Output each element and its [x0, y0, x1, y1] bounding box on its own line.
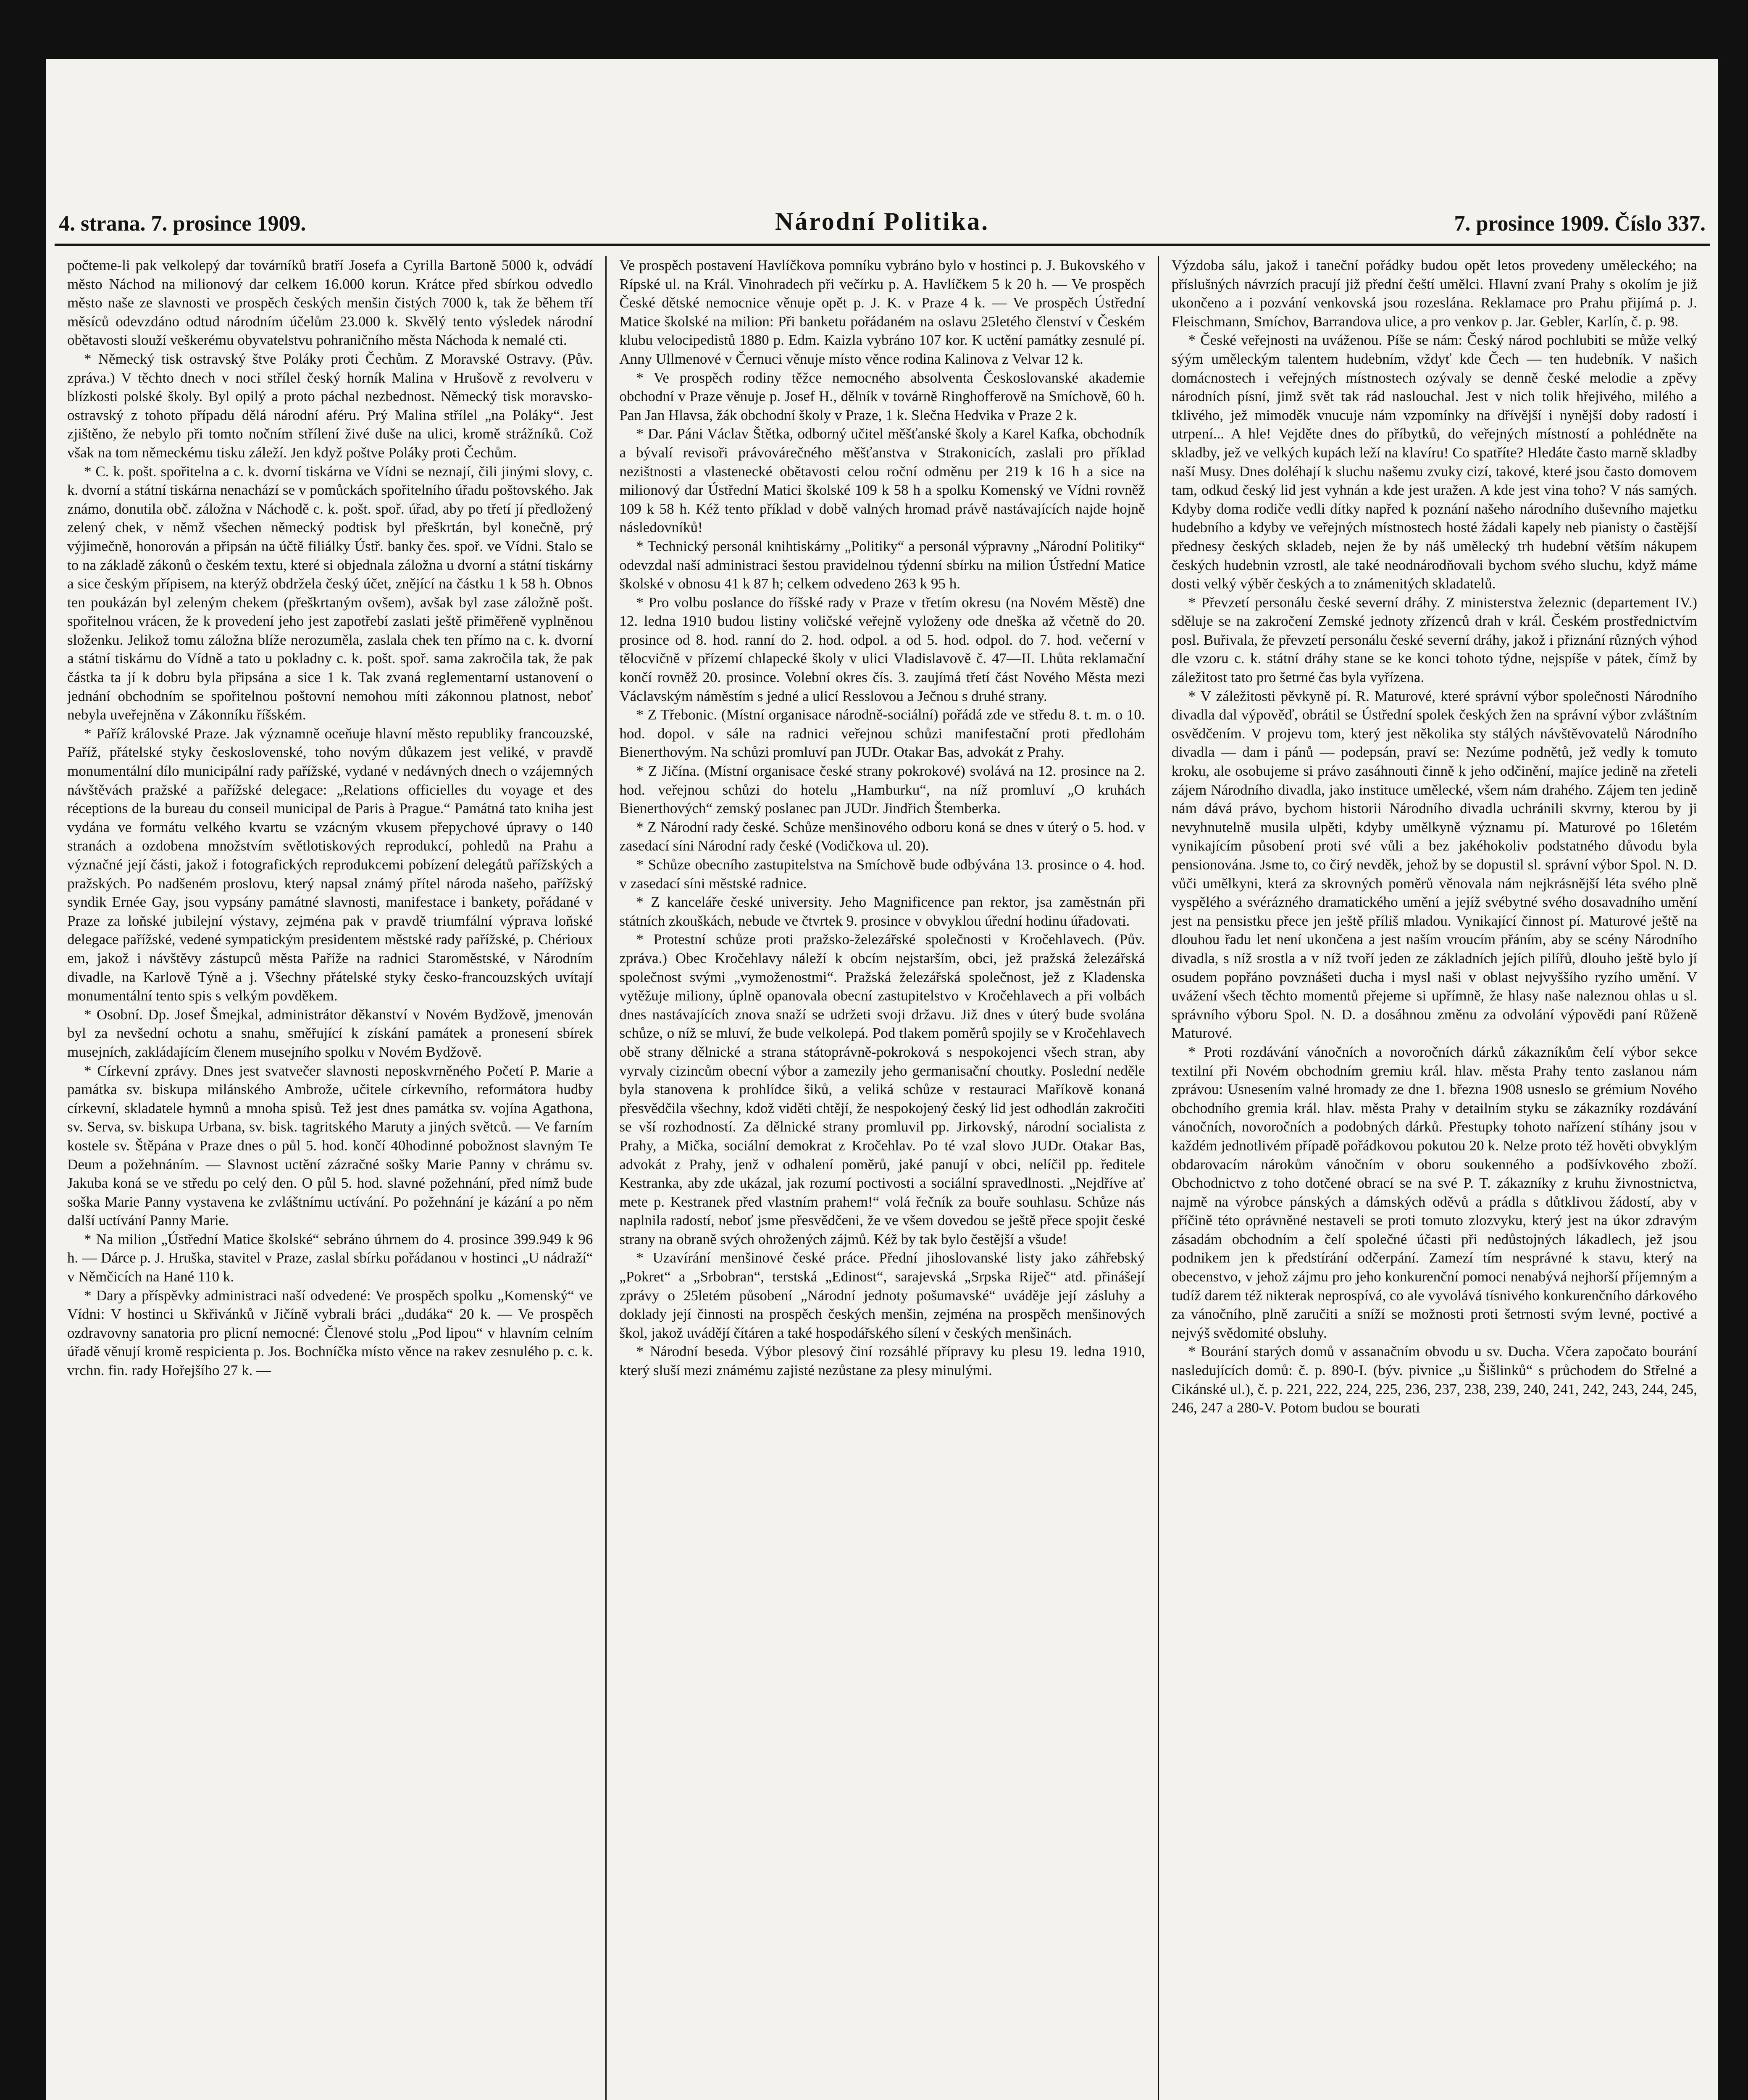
article-paragraph: * České veřejnosti na uváženou. Píše se nám: Český národ pochlubiti se může velký sýým uměleckým talentem hudebním, vždyť kde Čech — ten hudebník. V našich domácnostech i veřejných místnostech ozývaly se denně české melodie a zpěvy národních písní, jimž svět tak rád naslouchal. Jest v nich tolik hřejivého, milého a tklivého, jež mimoděk vnucuje nám vzpomínky na dřívější i nynější doby radostí i utrpení... A hle! Vejděte dnes do příbytků, do veřejných místností a pohlédněte na skladby, jež ve velkých kupách leží na klavíru! Co spatříte? Hledáte často marně skladby naší Musy. Dnes doléhají k sluchu našemu zvuky cizí, takové, které jsou často domovem tam, odkud český lid jest vyhnán a kde jest uražen. A kde jest vina toho? V nás samých. Kdyby doma rodiče vedli dítky napřed k poznání našeho národního duševního majetku hudebního a kdyby ve veřejných místnostech hosté žádali kapely neb pianisty o častější přednesy českých skladeb, nejen že by náš umělecký trh hudební větším nákupem českých hudebnin vzrostl, ale také neodnárodňovali bychom svého sluchu, když máme dosti velký výběr českých a to známenitých skladatelů. — [1171, 332, 1697, 592]
article-paragraph: * Národní beseda. Výbor plesový činí rozsáhlé přípravy ku plesu 19. ledna 1910, který sluší mezi známému zajisté nezůstane za plesy minulými. — [619, 1343, 1145, 1379]
text-column-3 — [1158, 256, 1710, 2100]
article-paragraph: Ve prospěch postavení Havlíčkova pomníku vybráno bylo v hostinci p. J. Bukovského v Rípské ul. na Král. Vinohradech při večírku p. A. Havlíčkem 5 k 20 h. — Ve prospěch České dětské nemocnice věnuje opět p. J. K. v Praze 4 k. — Ve prospěch Ústřední Matice školské na milion: Při banketu pořádaném na oslavu 25letého členství v Českém klubu velocipedistů 1880 p. Edm. Kaizla vybráno 107 kor. K uctění památky zesnulé pí. Anny Ullmenové v Černuci věnuje místo věnce rodina Kalinova z Velvar 12 k. — [619, 257, 1145, 367]
article-paragraph: * Technický personál knihtiskárny „Politiky“ a personál výpravny „Národní Politiky“ odevzdal naší administraci šestou pravidelnou týdenní sbírku na milion Ústřední Matice školské v obnosu 41 k 87 h; celkem odvedeno 263 k 95 h. — [619, 538, 1145, 592]
article-paragraph: * Protestní schůze proti pražsko-železářské společnosti v Kročehlavech. (Pův. zpráva.) Obec Kročehlavy náleží k obcím nejstarším, obci, jež pražská železářská společnost svými „vymoženostmi“. Pražská železářská společnost, jež z Kladenska vytěžuje miliony, úplně opanovala obecní zastupitelstvo v Kročehlavech a při volbách dnes nastávajících znova snaží se udržeti svoji državu. Již dnes v úterý bude svolána schůze, o níž se mluví, že bude velkolepá. Pod tlakem poměrů spojily se v Kročehlavech obě strany dělnické a strana státoprávně-pokroková s nespokojenci všech stran, aby vyrvaly cizincům obecní výbor a zamezily jeho germanisační choutky. Poslední neděle byla stanovena k prohlídce šiků, a veliká schůze v restauraci Maříkově konaná přesvědčila všechny, kdož viděti chtějí, že nespokojený český lid jest odhodlán zakročiti se vší rozhodností. Za dělnické strany promluvil pp. Jirkovský, národní socialista z Prahy, a Mička, sociální demokrat z Kročehlav. Po té vzal slovo JUDr. Otakar Bas, advokát z Prahy, jenž v odhalení poměrů, jaké panují v obci, nelíčil pp. ředitele Kestranka, aby zde ukázal, jak rozumí poctivosti a sociální spravedlnosti. „Nejdříve ať mete p. Kestranek před vlastním prahem!“ volá řečník za bouře souhlasu. Schůze nás naplnila radostí, neboť jsme přesvědčeni, že ve všem dovedou se ještě přece spojit české strany na obraně svých ohrožených zájmů. Kéž by tak bylo čestější a všude! — [619, 931, 1145, 1247]
text-column-2 — [605, 256, 1157, 2100]
article-paragraph: * V záležitosti pěvkyně pí. R. Maturové, které správní výbor společnosti Národního divadla dal výpověď, obrátil se Ústřední spolek českých žen na správní výbor zvláštním osvědčením. V projevu tom, který jest několika sty stálých návštěvovatelů Národního divadla — dam i pánů — podepsán, praví se: Nezúme podnětů, jež vedly k tomuto kroku, ale osobujeme si právo zasáhnouti činně k jeho odčinění, majíce jedině na zřeteli zájem Národního divadla, jako instituce umělecké, všem nám drahého. Zájem ten jedině nám dává právo, bychom historii Národního divadla uchránili skvrny, kterou by ji nevyhnutelně musila ulpěti, kdyby umělkyně významu pí. Maturové po 16letém vynikajícím působení proti své vůli a bez jakéhokoliv podstatného důvodu byla pensionována. Jsme to, co čirý nevděk, jehož by se dopustil sl. správní výbor Spol. N. D. vůči umělkyni, která za skrovných poměrů věnovala nám nejkrásnější léta svého plně vyspělého a svérázného dramatického umění a jejíž svébytné svého dosavadního umění jest na pensistku přece jen ještě příliš mladou. Vynikající činnost pí. Maturové ještě na dlouhou řadu let není ukončena a jest naším vroucím přáním, aby se scény Národního divadla, s níž srostla a v níž tvoří jeden ze základních jejích pilířů, dlouho ještě bylo jí osudem popřáno povznášeti ducha i mysl naši v oblast nejvyššího ryzího umění. V uvážení všech těchto momentů přejeme si upřímně, že hlasy naše naleznou ohlas u sl. správního výboru Spol. N. D. a dosáhnou změnu za odvolání výpovědi paní Růženě Maturové. — [1171, 688, 1697, 1042]
article-paragraph: * Osobní. Dp. Josef Šmejkal, administrátor děkanství v Novém Bydžově, jmenován byl za nevšední ochotu a snahu, směřující k získání památek a pronesení sbírek musejních, zakládajícím členem musejního spolku v Novém Bydžově. — [67, 1006, 593, 1060]
article-paragraph: Výzdoba sálu, jakož i taneční pořádky budou opět letos provedeny uměleckého; na příslušných návrzích pracují již přední čeští umělci. Hlavní zvaní Prahy s okolím je již ukončeno a i pozvání venkovská jsou rozeslána. Reklamace pro Prahu přijímá p. J. Fleischmann, Smíchov, Barrandova ulice, a pro venkov p. Jar. Gebler, Karlín, č. p. 98. — [1171, 257, 1697, 330]
text-columns — [55, 256, 1710, 2100]
article-paragraph: * Německý tisk ostravský štve Poláky proti Čechům. Z Moravské Ostravy. (Pův. zpráva.) V těchto dnech v noci střílel český horník Malina v Hrušově z revolveru v blízkosti polské školy. Byl opilý a proto páchal nezbednost. Německý tisk moravsko-ostravský z tohoto případu dělá národní aféru. Prý Malina střílel „na Poláky“. Jest zjištěno, že nebylo při tomto nočním střílení živé duše na ulici, kromě strážníků. Což však na tom německému tisku záleží. Jen když poštve Poláky proti Čechům. — [67, 350, 593, 461]
article-paragraph: * Uzavírání menšinové české práce. Přední jihoslovanské listy jako záhřebský „Pokret“ a „Srbobran“, terstská „Edinost“, sarajevská „Srpska Riječ“ atd. přinášejí zprávy o 25letém působení „Národní jednoty pošumavské“ uváděje její zásluhy a doklady její činnosti na prospěch českých menšin, zejména na prospěch menšinových škol, jakož uvádějí čítáren a také hospodářského sílení v českých menšinách. — [619, 1250, 1145, 1341]
article-paragraph: * Z Národní rady české. Schůze menšinového odboru koná se dnes v úterý o 5. hod. v zasedací síni Národní rady české (Vodičkova ul. 20). — [619, 819, 1145, 854]
article-paragraph: * Schůze obecního zastupitelstva na Smíchově bude odbývána 13. prosince o 4. hod. v zasedací síni městské radnice. — [619, 856, 1145, 892]
header-page-date: 4. strana. 7. prosince 1909. — [59, 212, 306, 236]
newspaper-page — [46, 59, 1718, 2100]
header-issue-number: 7. prosince 1909. Číslo 337. — [1454, 212, 1706, 236]
article-paragraph: * Z kanceláře české university. Jeho Magnificence pan rektor, jsa zaměstnán při státních zkouškách, nebude ve čtvrtek 9. prosince v obvyklou úřední hodinu úřadovati. — [619, 894, 1145, 929]
article-paragraph: * Ve prospěch rodiny těžce nemocného absolventa Českoslovanské akademie obchodní v Praze věnuje p. Josef H., dělník v továrně Ringhofferově na Smíchově, 60 h. Pan Jan Hlavsa, žák obchodní školy v Praze, 1 k. Slečna Hedvika v Praze 2 k. — [619, 369, 1145, 423]
article-paragraph: * Církevní zprávy. Dnes jest svatvečer slavnosti neposkvrněného Početí P. Marie a památka sv. biskupa milánského Ambrože, učitele církevního, reformátora hudby církevní, skladatele hymnů a mnoha spisů. Tež jest dnes památka sv. vojína Agathona, sv. Serva, sv. biskupa Urbana, sv. bisk. tagritského Maruty a jiných světců. — Ve farním kostele sv. Štěpána v Praze dnes o půl 5. hod. končí 40hodinné pobožnost slavným Te Deum a požehnáním. — Slavnost uctění zázračné sošky Marie Panny v chrámu sv. Jakuba koná se ve středu po celý den. O půl 5. hod. slavné požehnání, před nímž bude soška Marie Panny vystavena ke zvláštnímu uctívání. Po požehnání je kázání a po něm další uctívání Panny Marie. — [67, 1062, 593, 1229]
article-paragraph: * Na milion „Ústřední Matice školské“ sebráno úhrnem do 4. prosince 399.949 k 96 h. — Dárce p. J. Hruška, stavitel v Praze, zaslal sbírku pořádanou v hostinci „U nádraží“ v Němčicích na Hané 110 k. — [67, 1231, 593, 1285]
article-paragraph: * Bourání starých domů v assanačním obvodu u sv. Ducha. Včera započato bourání nasledujících domů: č. p. 890-I. (býv. pivnice „u Šišlinků“ s průchodem do Střelné a Cikánské ul.), č. p. 221, 222, 224, 225, 236, 237, 238, 239, 240, 241, 242, 243, 244, 245, 246, 247 a 280-V. Potom budou se bourati — [1171, 1343, 1697, 1416]
article-paragraph: * Převzetí personálu české severní dráhy. Z ministerstva železnic (departement IV.) sděluje se na zakročení Zemské jednoty zřízenců drah v král. Českém prostřednictvím posl. Buřivala, že převzetí personálu české severní dráhy, jakož i přiznání různých výhod dle vzoru c. k. státní dráhy stane se ke konci tohoto týdne, nejspíše v pátek, čímž by záležitost tato pro šetrné čas byla vyřízena. — [1171, 594, 1697, 686]
page-header — [55, 181, 1710, 246]
article-paragraph: * Z Jičína. (Místní organisace české strany pokrokové) svolává na 12. prosince na 2. hod. veřejnou schůzi do hotelu „Hamburku“, na níž promluví „O kruhách Bienerthových“ zemský poslanec pan JUDr. Jindřich Štemberka. — [619, 763, 1145, 817]
article-paragraph: * Pro volbu poslance do říšské rady v Praze v třetím okresu (na Novém Městě) dne 12. ledna 1910 budou listiny voličské veřejně vyloženy ode dneška až včetně do 20. prosince od 8. hod. ranní do 2. hod. odpol. a od 5. hod. odpol. do 7. hod. večerní v tělocvičně v přízemí chlapecké školy v ulici Vladislavově č. 47—II. Lhůta reklamační končí rovněž 20. prosince. Volební okres čís. 3. zaujímá třetí část Nového Města mezi Václavským náměstím s jedné a ulicí Resslovou a Ječnou s druhé strany. — [619, 594, 1145, 704]
text-column-1 — [55, 256, 605, 2100]
article-paragraph: * Dar. Páni Václav Štětka, odborný učitel měšťanské školy a Karel Kafka, obchodník a bývalí revisoři právovárečného měšťanstva v Strakonicích, zaslali pro příklad nezištnosti a vlastenecké obětavosti celou roční odměnu per 219 k 16 h a sice na milionový dar Ústřední Matici školské 109 k 58 h a spolku Komenský ve Vídni rovněž 109 k 58 h. Kéž tento příklad v době valných hromad právě nastávajících najde hojně následovníků! — [619, 425, 1145, 536]
article-paragraph: * Proti rozdávání vánočních a novoročních dárků zákazníkům čelí výbor sekce textilní při Novém obchodním gremiu král. hlav. města Prahy tento zaslanou nám zprávou: Usnesením valné hromady ze dne 1. března 1908 usneslo se grémium Nového obchodního gremia král. hlav. města Prahy v detailním styku se zákazníky rozdávání vánočních, novoročních a podobných dárků. Přestupky tohoto nařízení stíhány jsou v každém jednotlivém případě pořádkovou pokutou 20 k. Nelze proto též hověti obvyklým obdarovacím nárokům vánočním v oboru soukenného a podšívkového zboží. Obchodnictvo z toho dotčené obrací se na své P. T. zákazníky z kruhu živnostnictva, najmě na výrobce pánských a dámských oděvů a prádla s důtklivou žádostí, aby v příčině této oprávněné nestaveli se proti tomuto zlozvyku, který jest na úkor zdravým zásadám obchodním a čelí společné účasti při nedůstojných lákadlech, jež jsou podnikem jen k předstírání odčerpání. Zamezí tím nesprávné k stavu, který na obecenstvo, v jehož zájmu pro jeho konkurenční pomoci nenabývá nejhorší příjemným a tudíž darem též nikterak neprospívá, co ale vyvolává tísnivého konkurenčního dárkového za vánočního, plně zaručiti a sníží se možnosti proti šetrnosti svým levné, poctivé a nejvýš svědomité obsluhy. — [1171, 1043, 1697, 1341]
article-paragraph: počteme-li pak velkolepý dar továrníků bratří Josefa a Cyrilla Bartoně 5000 k, odvádí město Náchod na milionový dar celkem 16.000 korun. Krátce před sbírkou odvedlo město naše ze slavnosti ve prospěch českých menšin čistých 7000 k, tak že během tří měsíců odevzdáno odtud národním účelům 23.000 k. Skvělý tento výsledek národní obětavosti slouží veškerému obyvatelstvu pohraničního města Náchoda k nemalé cti. — [67, 257, 593, 349]
article-paragraph: * Paříž královské Praze. Jak významně oceňuje hlavní město republiky francouzské, Paříž, přátelské styky československé, toho novým důkazem jest veliké, v pravdě monumentální dílo municipální rady pařížské, vydané v nedávných dnech o vzájemných návštěvách pražské a pařížské delegace: „Relations officielles du voyage et des réceptions de la bureau du conseil municipal de Paris à Prague.“ Památná tato kniha jest vydána ve formátu velkého kvartu se vzácným vkusem přepychové úpravy o 140 stranách a ozdobena množstvím světlotiskových reprodukcí, pohledů na Prahu a význačné její části, jakož i fotografických reprodukcemi pobízení delegátů pařížských a pražských. Po nadšeném proslovu, který napsal známý přítel národa našeho, pařížský syndik Ernée Gay, jsou vypsány památné slavnosti, manifestace i bankety, pořádané v Praze za loňské jubilejní výstavy, zejména pak v pravdě triumfální výprava loňské delegace pařížské, vedené sympatickým presidentem městské rady pařížské, p. Chérioux em, jakož i návštěvy zástupců města Paříže na radnici Staroměstské, v Národním divadle, na Karlově Týně a j. Všechny přátelské styky česko-francouzských uvítají monumentální tento spis s velkým povděkem. — [67, 725, 593, 1004]
article-paragraph: * C. k. pošt. spořitelna a c. k. dvorní tiskárna ve Vídni se neznají, čili jinými slovy, c. k. dvorní a státní tiskárna nenachází se v pomůckách spořitelního úřadu poštovského. Jak známo, donutila obč. záložna v Náchodě c. k. pošt. spoř. úřad, aby po třetí jí předložený zelený chek, v němž všechen německý podtisk byl přeškrtán, byl konečně, prý výjimečně, honorován a připsán na účtě filiálky Ústř. banky čes. spoř. ve Vídni. Stalo se to na základě zákonů o českém textu, které si objednala záložna u dvorní a státní tiskárny a sice českým přípisem, na kterýž obdržela český účet, znějící na částku 1 k 58 h. Obnos ten poukázán byl zeleným chekem (přeškrtaným ovšem), avšak byl zase záložně pošt. spořitelnou vrácen, že k provedení jeho jest zapotřebí zaslati ještě přiměřeně vyplněnou složenku. Jelikož tomu záložna blíže nerozuměla, zaslala chek ten přímo na c. k. dvorní a státní tiskárnu do Vídně a tato u pokladny c. k. pošt. spoř. sama zakročila tak, že pak částka ta jí k dobru byla připsána a sice 1 k. Tak zvaná reglementarní ustanovení o jednání obchodním se spořitelnou poštovní nemohou míti zákonnou platnost, neboť nebyla uveřejněna v Zákonníku říšském. — [67, 463, 593, 723]
article-paragraph: * Dary a příspěvky administraci naší odvedené: Ve prospěch spolku „Komenský“ ve Vídni: V hostinci u Skřivánků v Jičíně vybrali bráci „dudáka“ 20 k. — Ve prospěch ozdravovny sanatoria pro plicní nemocné: Členové stolu „Pod lipou“ v hlavním celním úřadě věnují kromě respicienta p. Jos. Bochníčka místo věnce na rakev zesnulého p. c. k. vrchn. fin. rady Hořejšího 27 k. — — [67, 1287, 593, 1379]
article-paragraph: * Z Třebonic. (Místní organisace národně-sociální) pořádá zde ve středu 8. t. m. o 10. hod. dopol. v sále na radnici veřejnou schůzi manifestační proti předlohám Bienerthovým. Na schůzi promluví pan JUDr. Otakar Bas, advokát z Prahy. — [619, 706, 1145, 761]
masthead-title: Národní Politika. — [775, 207, 990, 235]
